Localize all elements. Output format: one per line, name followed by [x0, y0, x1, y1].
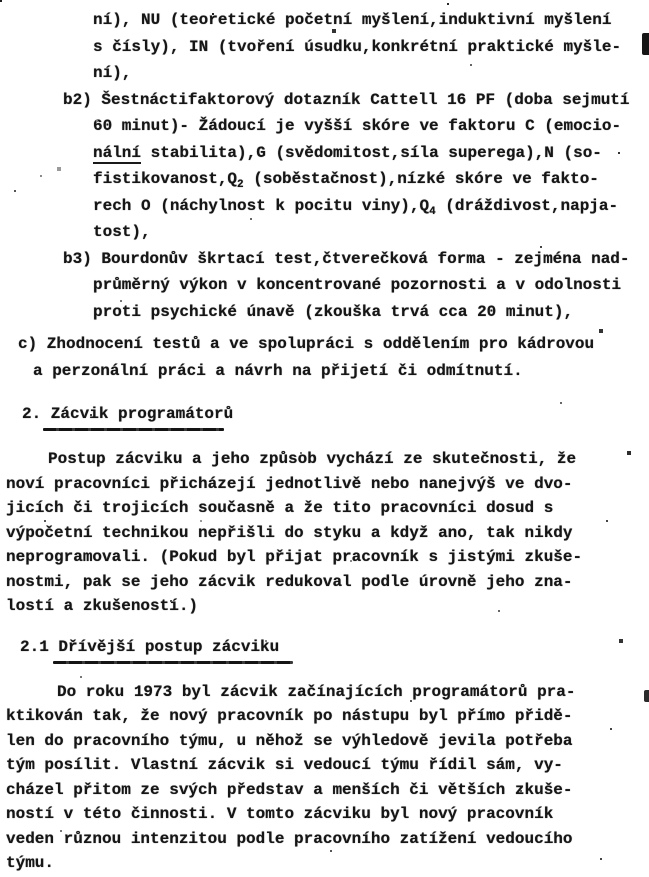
document-body	[0, 7, 649, 876]
text-segment: průměrný výkon v koncentrované pozornosti a v odolnosti	[93, 276, 622, 294]
text-line	[63, 87, 649, 114]
item-b3	[0, 246, 649, 326]
text-segment: Postup zácviku a jeho způsob vychází ze skutečnosti, že	[48, 450, 577, 468]
text-line	[93, 7, 649, 34]
text-line	[93, 60, 649, 87]
item-b2	[0, 87, 649, 246]
text-segment: len do pracovního týmu, u něhož se výhledově jevila potřeba	[6, 731, 573, 750]
text-line	[6, 802, 649, 827]
text-line	[93, 166, 649, 193]
text-line	[33, 358, 649, 385]
text-segment: proti psychické únavě (zkouška trvá cca 20 minut),	[93, 302, 574, 321]
item-c	[0, 331, 649, 384]
text-segment: lostí a zkušeností.)	[6, 597, 199, 615]
text-segment: c) Zhodnocení testů a ve spolupráci s oddělením pro kádrovou	[18, 335, 595, 353]
heading-underline	[43, 428, 224, 431]
text-segment: 2.1 Dřívější postup zácviku	[20, 637, 280, 656]
text-line	[6, 472, 649, 497]
text-segment: výpočetní technikou nepřišli do styku a když ano, tak nikdy	[6, 523, 573, 542]
text-segment: ní), NU (teoretické početní myšlení,induktivní myšlení	[93, 11, 612, 29]
text-line	[93, 219, 649, 246]
text-segment: týmu.	[6, 854, 55, 872]
text-segment: cházel přitom ze svých představ a menších či větších zkuše-	[6, 780, 573, 799]
text-segment: (soběstačnost),nízké skóre ve fakto-	[243, 170, 599, 188]
text-segment: b3) Bourdonův škrtací test,čtverečková forma - zejména nad-	[63, 249, 630, 268]
text-line	[93, 113, 649, 140]
text-line	[93, 140, 649, 167]
text-segment: s čísly), IN (tvoření úsudku,konkrétní praktické myšle-	[93, 37, 622, 56]
text-segment: jicích či trojicích současně a že tito pracovníci dosud s	[6, 499, 554, 517]
text-segment: noví pracovníci přicházejí jednotlivě nebo nanejvýš ve dvo-	[6, 474, 573, 493]
heading-underline	[53, 661, 293, 664]
scan-noise-specks	[0, 0, 2, 2]
text-segment: tým posílit. Vlastní zácvik si vedoucí týmu řídil sám, vy-	[6, 756, 563, 774]
text-line	[48, 447, 649, 472]
text-line	[93, 272, 649, 299]
text-line	[6, 594, 649, 619]
subscript-text: 4	[429, 205, 436, 218]
text-segment: ností v této činnosti. V tomto zácviku byl nový pracovník	[6, 805, 554, 823]
text-segment: ní),	[93, 64, 132, 82]
text-segment: neprogramovali. (Pokud byl přijat pracovník s jistými zkuše-	[6, 548, 583, 566]
text-line	[20, 635, 649, 659]
text-line	[93, 193, 649, 220]
item-b1-continuation	[0, 7, 649, 87]
text-segment: Do roku 1973 byl zácvik začínajících programátorů pra-	[57, 682, 576, 701]
text-segment: 2. Zácvik programátorů	[22, 405, 234, 423]
text-line	[18, 331, 649, 358]
paragraph-1	[0, 447, 649, 619]
text-line	[57, 680, 649, 705]
text-line	[6, 704, 649, 729]
heading-2-1	[0, 635, 649, 664]
paragraph-2	[0, 680, 649, 876]
text-segment: tost),	[93, 223, 151, 241]
text-line	[6, 570, 649, 595]
text-line	[6, 851, 649, 876]
text-line	[6, 521, 649, 546]
text-segment: 60 minut)- Žádoucí je vyšší skóre ve faktoru C (emocio-	[93, 117, 622, 135]
subscript-text: 2	[237, 179, 244, 191]
text-segment: b2) Šestnáctifaktorový dotazník Cattell 16 PF (doba sejmutí	[63, 90, 630, 109]
text-segment: stabilita),G (svědomitost,síla superega),N (so-	[141, 143, 602, 162]
text-line	[6, 545, 649, 570]
text-segment: a perzonální práci a návrh na přijetí či odmítnutí.	[33, 361, 523, 380]
heading-2	[0, 402, 649, 431]
text-line	[22, 402, 649, 426]
text-line	[93, 34, 649, 61]
underlined-text: nální	[93, 143, 142, 162]
text-segment: nostmi, pak se jeho zácvik redukoval podle úrovně jeho zna-	[6, 572, 573, 591]
text-line	[63, 246, 649, 273]
text-line	[6, 753, 649, 778]
text-segment: fistikovanost,Q	[93, 170, 238, 188]
text-line	[6, 778, 649, 803]
text-line	[6, 496, 649, 521]
text-line	[93, 299, 649, 326]
text-segment: rech O (náchylnost k pocitu viny),Q	[93, 196, 430, 215]
text-line	[6, 729, 649, 754]
text-segment: ktikován tak, že nový pracovník po nástupu byl přímo přidě-	[6, 707, 573, 725]
text-line	[6, 827, 649, 852]
text-segment: (dráždivost,napja-	[435, 196, 619, 215]
text-segment: veden různou intenzitou podle pracovního zatížení vedoucího	[6, 829, 573, 848]
